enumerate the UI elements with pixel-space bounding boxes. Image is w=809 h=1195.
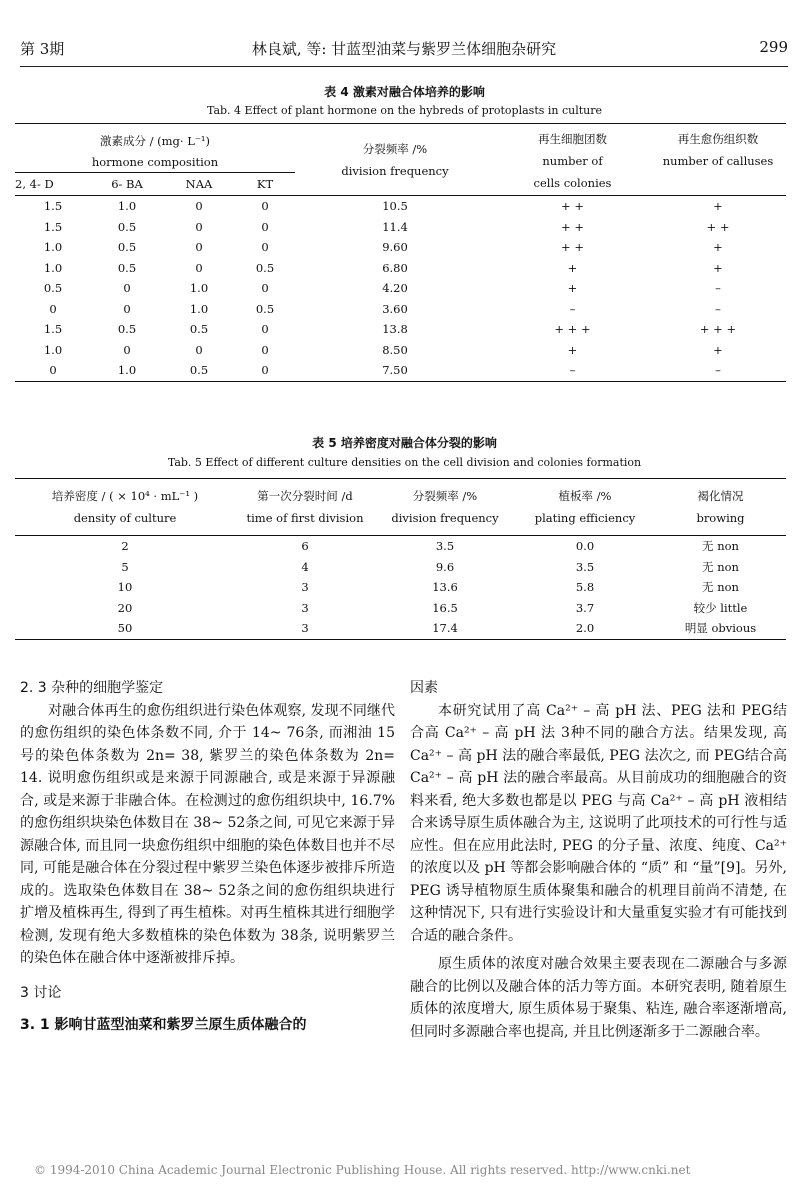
running-header (20, 38, 788, 67)
table-cell: 3.60 (382, 301, 408, 316)
table-cell: 0 (195, 342, 203, 357)
table-cell: 3 (301, 580, 309, 595)
t5-header-plating: 植板率 /% plating efficiency (534, 489, 636, 525)
table-row (15, 577, 786, 598)
table5-header-row (15, 479, 786, 536)
table-cell: 1.0 (43, 260, 63, 275)
table4-title-en: Tab. 4 Effect of plant hormone on the hybreds of protoplasts in culture (206, 104, 603, 117)
col-24d: 2, 4- D (15, 173, 91, 196)
table-cell: 0.5 (255, 260, 275, 275)
division-header: 分裂频率 /% division frequency (295, 124, 495, 196)
table-cell: + + + (554, 322, 591, 337)
table-cell: 1.0 (189, 281, 209, 296)
table-cell: 0 (49, 363, 57, 378)
table-cell: 0 (123, 281, 131, 296)
table5-title-zh: 表 5 培养密度对融合体分裂的影响 (312, 436, 497, 450)
table-cell: 0.5 (189, 322, 209, 337)
table-cell: 0.0 (575, 539, 595, 554)
table-cell: + + (706, 219, 730, 234)
copyright-footer: © 1994-2010 China Academic Journal Electronic Publishing House. All rights reserved. http://www.cnki.net (34, 1163, 691, 1177)
t5-header-browning: 褐化情况 browing (696, 489, 745, 525)
calli-header: 再生愈伤组织数 number of calluses (650, 124, 786, 196)
table-cell: 0.5 (117, 219, 137, 234)
table-cell: 11.4 (382, 219, 408, 234)
table5 (15, 478, 786, 640)
table-row (15, 340, 786, 361)
table-cell: + (713, 199, 723, 214)
table-cell: 无 non (702, 559, 739, 574)
table-cell: 2 (121, 539, 129, 554)
table-cell: 1.5 (43, 199, 63, 214)
table-cell: 0 (261, 240, 269, 255)
hormone-header-zh: 激素成分 / (mg· L⁻¹) (99, 134, 211, 148)
table-row (15, 536, 786, 557)
table-cell: 0 (261, 219, 269, 234)
left-column (20, 677, 395, 1037)
table-cell: 2.0 (575, 621, 595, 636)
section-2-3-text: 对融合体再生的愈伤组织进行染色体观察, 发现不同继代的愈伤组织的染色体条数不同, 介于 14~ 76条, 而湘油 15号的染色体条数为 2n= 38, 紫罗兰的染色体条数为 2n= 14. 说明愈伤组织或是来源于同源融合, 或是来源于异源融合, 或是来源于非融合体。在检测过的愈伤组织块中, 16.7% 的愈伤组织块染色体数目在 38~ 52条之间, 可见它来源于异源融合体, 而且同一块愈伤组织中细胞的染色体数目也并不尽同, 可能是融合体在分裂过程中紫罗兰染色体逐步被排斥所造成的。选取染色体数目在 38~ 52条之间的愈伤组织块进行扩增及植株再生, 得到了再生植株。对再生植株其进行细胞学检测, 发现有绝大多数植株的染色体数为 38条, 说明紫罗兰的染色体在融合体中逐渐被排斥掉。 (20, 702, 395, 966)
table-cell: 0 (195, 219, 203, 234)
table-cell: 4.20 (382, 281, 408, 296)
table-cell: + + (561, 219, 584, 234)
discussion-paragraph-1: 本研究试用了高 Ca²⁺ – 高 pH 法、PEG 法和 PEG结合高 Ca²⁺ – 高 pH 法 3种不同的融合方法。结果发现, 高 Ca²⁺ – 高 pH 法的融合率最低, PEG 法次之, 而 PEG结合高 Ca²⁺ – 高 pH 法的融合率最高。从目前成功的细胞融合的资料来看, 绝大多数也都是以 PEG 与高 Ca²⁺ – 高 pH 液相结合来诱导原生质体融合为主, 这说明了此项技术的可行性与适应性。但在应用此法时, PEG 的分子量、浓度、纯度、Ca²⁺ 的浓度以及 pH 等都会影响融合体的 “质” 和 “量”[9]。另外, PEG 诱导植物原生质体聚集和融合的机理目前尚不清楚, 在这种情况下, 只有进行实验设计和大量重复实验才有可能找到合适的融合条件。 (410, 702, 787, 944)
t5-header-division: 分裂频率 /% division frequency (391, 489, 499, 525)
discussion-paragraph-2: 原生质体的浓度对融合效果主要表现在二源融合与多源融合的比例以及融合体的活力等方面。本研究表明, 随着原生质体的浓度增大, 原生质体易于聚集、粘连, 融合率逐渐增高, 但同时多源融合率也提高, 并且比例逐渐多于二源融合率。 (410, 956, 787, 1040)
table-cell: 0 (49, 301, 57, 316)
table-cell: + (567, 281, 578, 296)
col-kt: KT (235, 173, 295, 196)
table-cell: + (713, 260, 723, 275)
table-cell: 3.5 (575, 559, 595, 574)
table-cell: 3.5 (435, 539, 455, 554)
table-cell: 0 (123, 342, 131, 357)
cells-header: 再生细胞团数 number of cells colonies (495, 124, 650, 196)
table-cell: 无 non (702, 539, 739, 554)
table-row (15, 196, 786, 217)
table-cell: 10.5 (382, 199, 408, 214)
table-cell: 3.7 (575, 600, 595, 615)
table-row (15, 557, 786, 578)
section-3-1-heading-continued: 因素 (410, 680, 438, 696)
table-cell: + + (561, 199, 584, 214)
page-number: 299 (759, 38, 788, 56)
table-cell: – (715, 301, 721, 316)
table-cell: 1.0 (117, 363, 137, 378)
table-row (15, 237, 786, 258)
table-cell: 5 (121, 559, 129, 574)
t5-header-time: 第一次分裂时间 /d time of first division (246, 489, 364, 525)
table-row (15, 618, 786, 639)
table-cell: 4 (301, 559, 309, 574)
table-cell: 9.60 (382, 240, 408, 255)
table-cell: 10 (117, 580, 133, 595)
section-3-heading: 3 讨论 (20, 984, 62, 1001)
hormone-header-en: hormone composition (15, 152, 295, 173)
table-cell: 较少 little (693, 600, 748, 615)
table-cell: 1.0 (43, 240, 63, 255)
table-cell: 0 (261, 342, 269, 357)
table-cell: + + (561, 240, 584, 255)
table-cell: 3 (301, 621, 309, 636)
table-cell: + (713, 342, 723, 357)
table-cell: + + + (699, 322, 737, 337)
table-cell: 0.5 (117, 240, 137, 255)
table-cell: 50 (117, 621, 133, 636)
table-cell: 明显 obvious (684, 621, 757, 636)
table-cell: + (567, 260, 578, 275)
col-6ba: 6- BA (91, 173, 163, 196)
table-row (15, 598, 786, 619)
issue-number: 第 3期 (20, 40, 65, 58)
table-cell: 0.5 (117, 322, 137, 337)
table-cell: 0 (261, 363, 269, 378)
article-title-short: 林良斌, 等: 甘蓝型油菜与紫罗兰体细胞杂研究 (251, 40, 557, 58)
right-column (410, 677, 787, 1043)
section-2-3-heading: 2. 3 杂种的细胞学鉴定 (20, 680, 164, 696)
table-cell: 9.6 (435, 559, 455, 574)
table-cell: – (569, 301, 576, 316)
table-cell: 0 (261, 281, 269, 296)
table-cell: 1.5 (43, 219, 63, 234)
table-cell: 5.8 (575, 580, 595, 595)
table-cell: 1.5 (43, 322, 63, 337)
table-cell: 0.5 (255, 301, 275, 316)
table-cell: 20 (117, 600, 133, 615)
table-row (15, 278, 786, 299)
table-cell: 0 (261, 322, 269, 337)
table-cell: 无 non (702, 580, 739, 595)
table-cell: 7.50 (382, 363, 408, 378)
table-cell: + (567, 342, 578, 357)
table4 (15, 123, 786, 382)
table-cell: 0 (195, 199, 203, 214)
table-cell: 0.5 (43, 281, 63, 296)
table-cell: 16.5 (432, 600, 458, 615)
col-naa: NAA (163, 173, 235, 196)
table-cell: 0 (195, 260, 203, 275)
table-cell: 8.50 (382, 342, 408, 357)
table-row (15, 360, 786, 381)
section-3-1-heading: 3. 1 影响甘蓝型油菜和紫罗兰原生质体融合的 (20, 1017, 307, 1033)
table-cell: 1.0 (117, 199, 137, 214)
t5-header-density: 培养密度 / ( × 10⁴ · mL⁻¹ ) density of culture (51, 489, 199, 525)
table-cell: 0 (123, 301, 131, 316)
table4-title-zh: 表 4 激素对融合体培养的影响 (324, 85, 485, 99)
table-cell: 13.8 (382, 322, 408, 337)
table-cell: 3 (301, 600, 309, 615)
table5-title-en: Tab. 5 Effect of different culture densities on the cell division and colonies formation (167, 456, 642, 469)
table-cell: 0 (195, 240, 203, 255)
table-cell: + (713, 240, 723, 255)
table-cell: 0 (261, 199, 269, 214)
table-row (15, 258, 786, 279)
table-row (15, 319, 786, 340)
table-cell: 0.5 (189, 363, 209, 378)
table-cell: – (715, 281, 721, 296)
table-cell: 1.0 (189, 301, 209, 316)
table-cell: 6 (301, 539, 309, 554)
table-cell: 1.0 (43, 342, 63, 357)
table-cell: – (569, 363, 576, 378)
table-cell: 0.5 (117, 260, 137, 275)
table-cell: 6.80 (382, 260, 408, 275)
table-cell: 17.4 (432, 621, 458, 636)
table-row (15, 299, 786, 320)
table-cell: – (715, 363, 721, 378)
table-cell: 13.6 (432, 580, 458, 595)
table-row (15, 217, 786, 238)
